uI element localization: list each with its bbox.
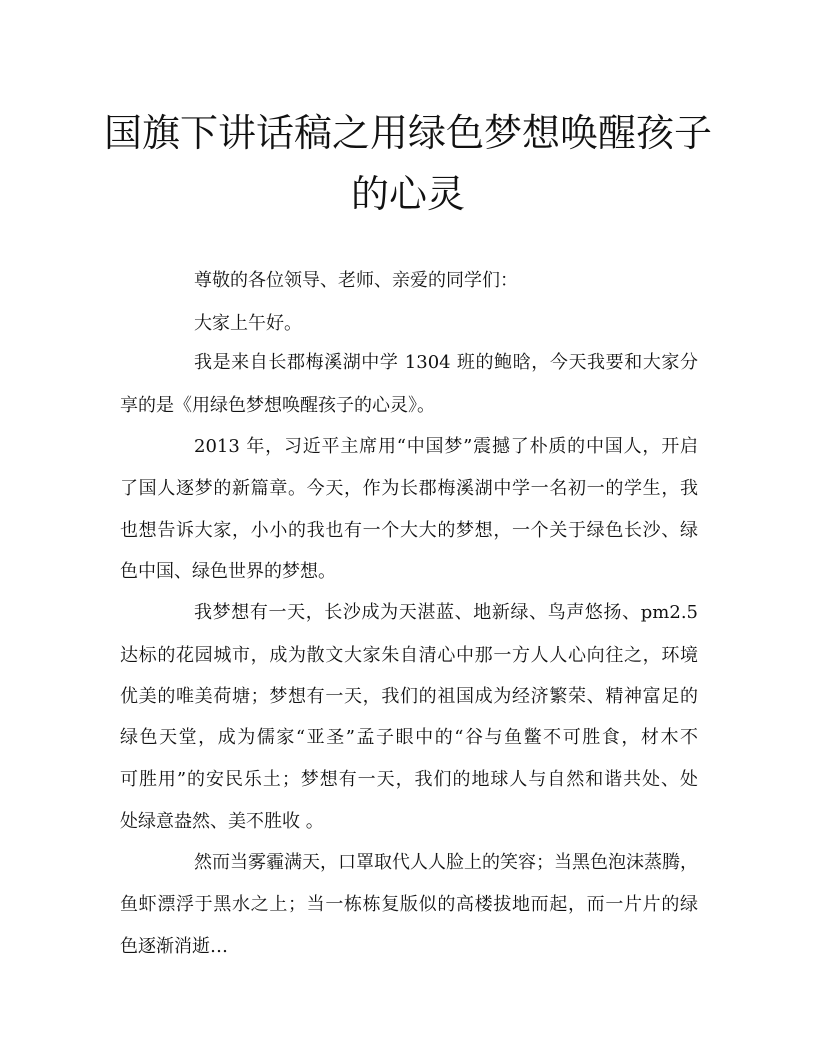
paragraph-line: 达标的花园城市，成为散文大家朱自清心中那一方人人心向往之，环境 (120, 645, 698, 666)
paragraph-line: 2013 年，习近平主席用“中国梦”震撼了朴质的中国人，开启 (194, 436, 698, 457)
document-title-line-1: 国旗下讲话稿之用绿色梦想唤醒孩子 (103, 111, 712, 155)
paragraph-line: 优美的唯美荷塘；梦想有一天，我们的祖国成为经济繁荣、精神富足的 (120, 686, 698, 707)
paragraph-line: 可胜用”的安民乐土；梦想有一天，我们的地球人与自然和谐共处、处 (120, 769, 698, 790)
salutation-line: 大家上午好。 (194, 313, 302, 334)
paragraph-line: 我梦想有一天，长沙成为天湛蓝、地新绿、鸟声悠扬、pm2.5 (194, 602, 698, 623)
greeting-line: 尊敬的各位领导、老师、亲爱的同学们： (194, 270, 518, 291)
paragraph-line: 绿色天堂，成为儒家“亚圣”孟子眼中的“谷与鱼鳖不可胜食，材木不 (120, 727, 698, 748)
paragraph-line: 了国人逐梦的新篇章。今天，作为长郡梅溪湖中学一名初一的学生，我 (120, 478, 698, 499)
paragraph-line: 色中国、绿色世界的梦想。 (120, 561, 336, 582)
paragraph-line: 我是来自长郡梅溪湖中学 1304 班的鲍晗，今天我要和大家分 (194, 352, 698, 373)
paragraph-line: 然而当雾霾满天，口罩取代人人脸上的笑容；当黑色泡沫蒸腾， (194, 852, 698, 873)
paragraph-line: 处绿意盎然、美不胜收 。 (120, 811, 324, 832)
paragraph-line: 也想告诉大家，小小的我也有一个大大的梦想，一个关于绿色长沙、绿 (120, 520, 698, 541)
paragraph-line: 鱼虾漂浮于黑水之上；当一栋栋复版似的高楼拔地而起，而一片片的绿 (120, 894, 698, 915)
paragraph-line: 色逐渐消逝… (120, 936, 228, 957)
document-title-line-2: 的心灵 (350, 172, 465, 216)
paragraph-line: 享的是《用绿色梦想唤醒孩子的心灵》。 (120, 395, 435, 416)
